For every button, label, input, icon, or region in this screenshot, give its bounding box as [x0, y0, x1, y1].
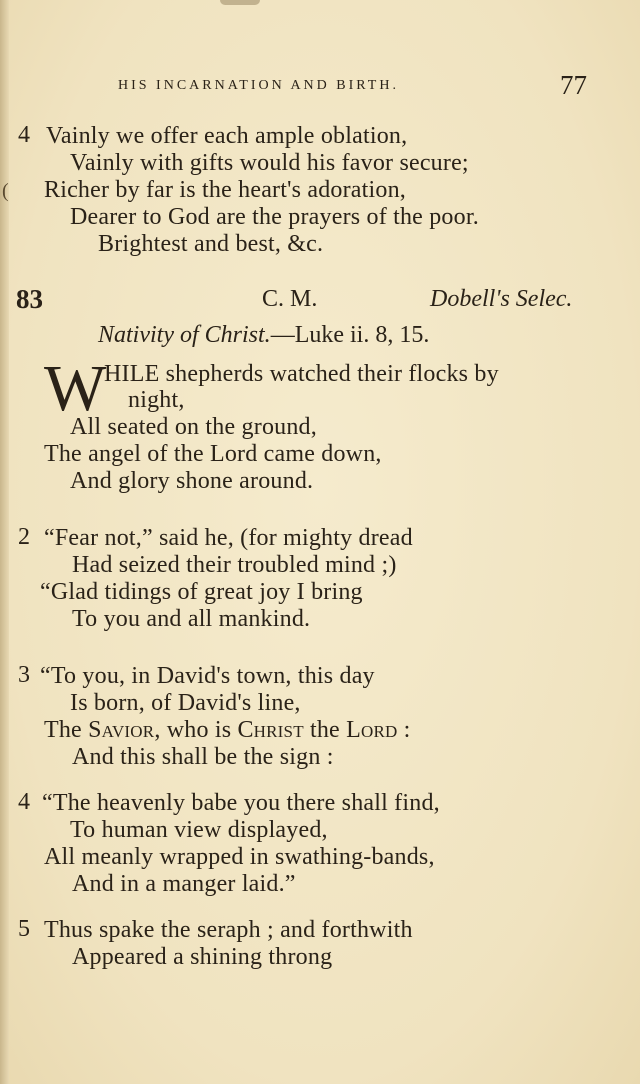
text-run: , who is: [154, 717, 238, 743]
verse-line: “Fear not,” said he, (for mighty dread: [44, 525, 413, 551]
verse-line: The angel of the Lord came down,: [44, 441, 382, 467]
verse-line: Thus spake the seraph ; and forthwith: [44, 917, 413, 943]
hymn-number: 83: [16, 284, 43, 314]
stanza-number: 3: [18, 662, 30, 688]
verse-line: night,: [128, 387, 185, 413]
stanza-number: 4: [18, 789, 30, 815]
verse-line: Vainly we offer each ample oblation,: [46, 123, 408, 149]
verse-line: Had seized their troubled mind ;): [72, 552, 397, 578]
lord-smallcaps: Lord: [346, 717, 398, 743]
verse-line: All meanly wrapped in swathing-bands,: [44, 844, 435, 870]
margin-mark: (: [2, 180, 9, 202]
text-run: The: [44, 717, 89, 743]
drop-cap: W: [44, 352, 107, 425]
hymn-meter: C. M.: [262, 286, 318, 312]
page-number: 77: [560, 70, 587, 100]
verse-line: Brightest and best, &c.: [98, 231, 324, 257]
text-run: :: [397, 717, 411, 743]
christ-smallcaps: Christ: [237, 717, 304, 743]
verse-line: “To you, in David's town, this day: [40, 663, 375, 689]
verse-line: To you and all mankind.: [72, 606, 311, 632]
verse-line: And this shall be the sign :: [72, 744, 334, 770]
verse-line: And glory shone around.: [70, 468, 314, 494]
running-header: HIS INCARNATION AND BIRTH.: [118, 78, 399, 93]
verse-line: Is born, of David's line,: [70, 690, 301, 716]
stanza-number: 2: [18, 524, 30, 550]
page-binding-edge: [0, 0, 9, 1084]
stanza-number: 4: [18, 122, 30, 148]
verse-line: Appeared a shining throng: [72, 944, 333, 970]
verse-line: And in a manger laid.”: [72, 871, 296, 897]
verse-line: To human view displayed,: [70, 817, 328, 843]
text-run: the: [303, 717, 347, 743]
stanza-number: 5: [18, 916, 30, 942]
verse-line: Vainly with gifts would his favor secure;: [70, 150, 469, 176]
verse-line: Richer by far is the heart's adoration,: [44, 177, 406, 203]
verse-line: “Glad tidings of great joy I bring: [40, 579, 363, 605]
hymn-title: [98, 322, 429, 349]
verse-line: HILE shepherds watched their flocks by: [104, 361, 499, 387]
hymn-title-italic: Nativity of Christ.: [98, 322, 271, 348]
savior-smallcaps: Savior: [88, 717, 155, 743]
verse-line: Dearer to God are the prayers of the poor.: [70, 204, 479, 230]
page-top-mark: [220, 0, 260, 5]
verse-line: All seated on the ground,: [70, 414, 317, 440]
verse-line: “The heavenly babe you there shall find,: [42, 790, 440, 816]
verse-line: [44, 716, 411, 744]
hymn-scripture-ref: —Luke ii. 8, 15.: [270, 322, 430, 348]
hymn-source: Dobell's Selec.: [430, 286, 573, 312]
